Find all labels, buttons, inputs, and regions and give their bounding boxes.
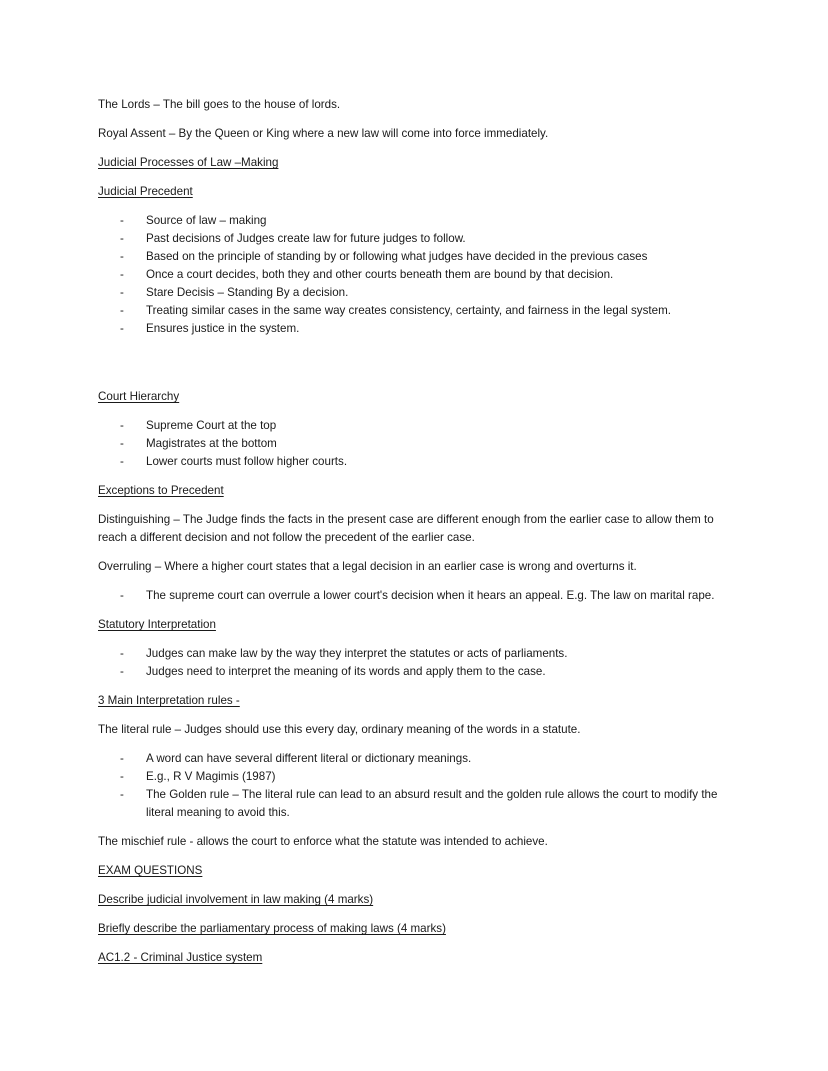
- list-item: - Past decisions of Judges create law for future judges to follow.: [98, 230, 738, 248]
- list-item: - Once a court decides, both they and other courts beneath them are bound by that decision.: [98, 266, 738, 284]
- statutory-heading: Statutory Interpretation: [98, 618, 216, 631]
- bullet-dash: -: [120, 589, 124, 602]
- list-item: - E.g., R V Magimis (1987): [98, 768, 738, 786]
- exam-questions-heading: EXAM QUESTIONS: [98, 864, 203, 877]
- interpretation-list: [98, 750, 738, 822]
- bullet-dash: -: [120, 232, 124, 245]
- bullet-dash: -: [120, 437, 124, 450]
- court-hierarchy-list: [98, 417, 738, 471]
- mischief-rule-paragraph: The mischief rule - allows the court to enforce what the statute was intended to achieve.: [98, 835, 548, 848]
- bullet-dash: -: [120, 322, 124, 335]
- exam-question-2: Briefly describe the parliamentary process of making laws (4 marks): [98, 922, 446, 935]
- list-item: - Source of law – making: [98, 212, 738, 230]
- list-item: - Judges need to interpret the meaning of its words and apply them to the case.: [98, 663, 738, 681]
- bullet-dash: -: [120, 419, 124, 432]
- interpretation-rules-heading: 3 Main Interpretation rules -: [98, 694, 240, 707]
- statutory-list: [98, 645, 738, 681]
- list-item: - The supreme court can overrule a lower court's decision when it hears an appeal. E.g. The law on marital rape.: [98, 587, 738, 605]
- bullet-dash: -: [120, 250, 124, 263]
- exceptions-heading: Exceptions to Precedent: [98, 484, 224, 497]
- bullet-dash: -: [120, 788, 124, 801]
- bullet-dash: -: [120, 268, 124, 281]
- precedent-list: [98, 212, 738, 338]
- bullet-dash: -: [120, 455, 124, 468]
- bullet-dash: -: [120, 286, 124, 299]
- list-item: - Judges can make law by the way they interpret the statutes or acts of parliaments.: [98, 645, 738, 663]
- court-hierarchy-heading: Court Hierarchy: [98, 390, 180, 403]
- list-item: - A word can have several different literal or dictionary meanings.: [98, 750, 738, 768]
- bullet-dash: -: [120, 752, 124, 765]
- overruling-paragraph: Overruling – Where a higher court states that a legal decision in an earlier case is wrong and overturns it.: [98, 560, 637, 573]
- judicial-processes-heading: Judicial Processes of Law –Making: [98, 156, 279, 169]
- exam-question-1: Describe judicial involvement in law making (4 marks): [98, 893, 374, 906]
- ac-heading: AC1.2 - Criminal Justice system: [98, 951, 263, 964]
- list-item: - Lower courts must follow higher courts.: [98, 453, 738, 471]
- bullet-dash: -: [120, 304, 124, 317]
- list-item: - Supreme Court at the top: [98, 417, 738, 435]
- list-item: - The Golden rule – The literal rule can lead to an absurd result and the golden rule allows the court to modify the literal meaning to avoid this.: [120, 788, 718, 819]
- lords-line: The Lords – The bill goes to the house of lords.: [98, 98, 341, 111]
- list-item: - Treating similar cases in the same way creates consistency, certainty, and fairness in the legal system.: [98, 302, 738, 320]
- list-item: - Magistrates at the bottom: [98, 435, 738, 453]
- overruling-list: [98, 587, 738, 605]
- list-item: - Based on the principle of standing by or following what judges have decided in the previous cases: [98, 248, 738, 266]
- list-item: - Stare Decisis – Standing By a decision.: [98, 284, 738, 302]
- document-page: [98, 96, 738, 978]
- bullet-dash: -: [120, 770, 124, 783]
- bullet-dash: -: [120, 647, 124, 660]
- bullet-dash: -: [120, 214, 124, 227]
- royal-assent-line: Royal Assent – By the Queen or King where a new law will come into force immediately.: [98, 127, 549, 140]
- literal-rule-paragraph: The literal rule – Judges should use this every day, ordinary meaning of the words in a statute.: [98, 723, 581, 736]
- distinguishing-paragraph: Distinguishing – The Judge finds the facts in the present case are different enough from the earlier case to allow them to reach a different decision and not follow the precedent of the earlier case.: [98, 513, 714, 544]
- bullet-dash: -: [120, 665, 124, 678]
- list-item: - Ensures justice in the system.: [98, 320, 738, 338]
- judicial-precedent-heading: Judicial Precedent: [98, 185, 193, 198]
- spacer: [98, 349, 738, 388]
